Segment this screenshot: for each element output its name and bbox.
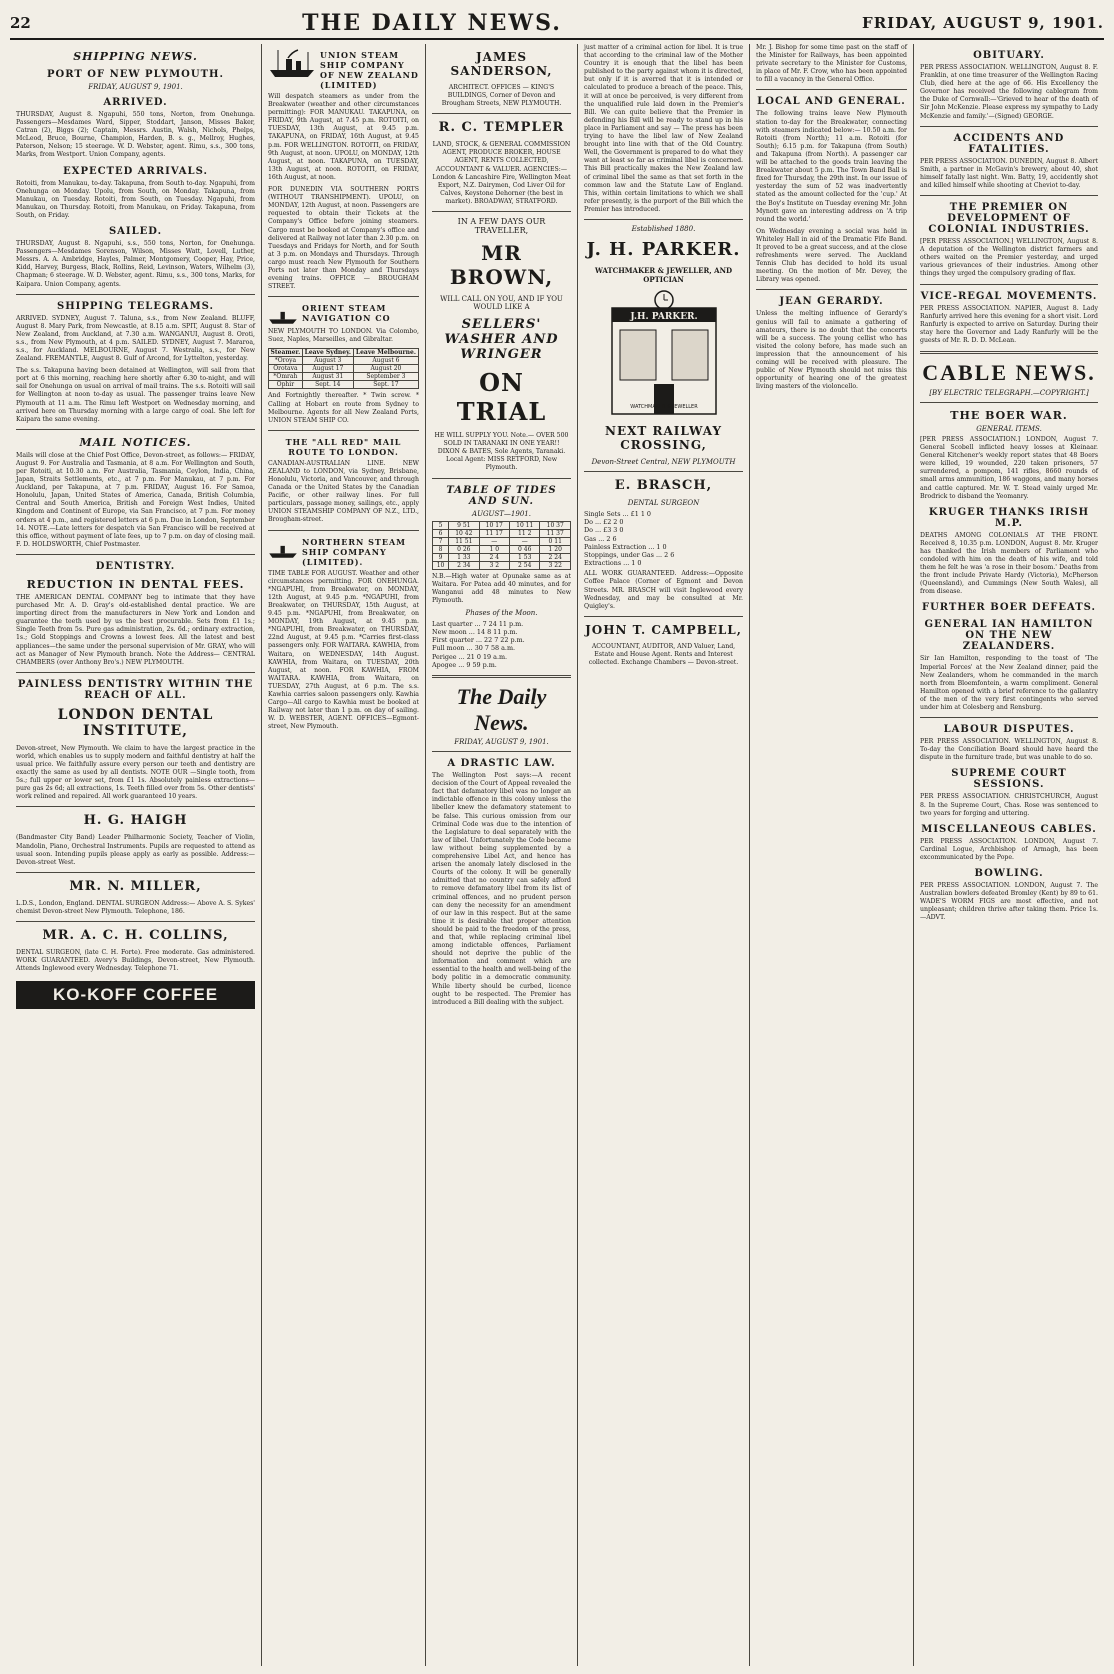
obituary-heading: OBITUARY. (973, 50, 1045, 61)
brasch-fee-row: Do ... £2 2 0 (584, 518, 624, 527)
brasch-text: DENTAL SURGEON (627, 498, 700, 507)
supreme-text: PER PRESS ASSOCIATION. CHRISTCHURCH, August 8. In the Supreme Court, Chas. Rose was sentenced to two years for forging and uttering. (920, 793, 1098, 817)
kruger-text: DEATHS AMONG COLONIALS AT THE FRONT. Received 8, 10.35 p.m. LONDON, August 8. Mr. Kruger has thanked the Irish members of Parliament who condoled with him on the death of his wife, and told them he felt he was 'a rose in their bosom.' Deaths from the front include Private Hardy (Victoria), McPherson (Queensland), and Cummings (New South Wales), all from disease. (920, 531, 1098, 596)
moon-phase-row: New moon ... 14 8 11 p.m. (432, 628, 518, 637)
tides-table-cell: 3 2 (479, 561, 509, 569)
port-heading: PORT OF NEW PLYMOUTH. (47, 69, 224, 80)
tides-table-cell: 10 (433, 561, 449, 569)
parker-name: J. H. PARKER. (586, 238, 741, 260)
issue-date: FRIDAY, AUGUST 9, 1901. (862, 14, 1104, 32)
parker-shopfront-illustration (604, 288, 724, 418)
moon-heading: Phases of the Moon. (465, 608, 538, 617)
tides-table (432, 521, 571, 570)
templer-text: LAND, STOCK, & GENERAL COMMISSION AGENT, PRODUCE BROKER, HOUSE AGENT, RENTS COLLECTED, ACCOUNTANT & VALUER. AGENCIES:— London & Lancashire Fire, Wellington Meat Export, N.Z. Dairymen, Cod Liver Oil for Calves, Keystone Dehorner (the best in market). BROADWAY, STRATFORD. (432, 141, 571, 205)
tides-table-row (433, 545, 571, 553)
arrived-heading: ARRIVED. (103, 97, 168, 108)
orient-table-cell: August 3 (302, 357, 353, 365)
column-cable-news (914, 44, 1104, 1666)
orient-table-cell: August 20 (353, 365, 418, 373)
tides-table-cell: 7 (433, 537, 449, 545)
reduction-text: THE AMERICAN DENTAL COMPANY beg to intimate that they have purchased Mr. A. D. Gray's old-established dental practice. We are importing direct from the manufacturers in New York and London and guarantee the teeth used by us the best procurable. Sets from £1 1s.; Single Teeth from 5s. Pure gas administration, 2s. 6d.; ordinary extraction, 1s.; Gold Stoppings and Crowns a lowest fees. All the latest and best appliances—the same under the personal supervision of Mr. GRAY, who will act as Manager of New Plymouth branch. Note the Address— CENTRAL CHAMBERS (over Anthony Bro's.) NEW PLYMOUTH. (16, 593, 255, 666)
tides-table-row (433, 521, 571, 529)
tides-table-cell: 10 42 (449, 529, 479, 537)
tides-table-cell: — (510, 537, 540, 545)
parker-established: Established 1880. (631, 224, 696, 233)
tides-table-cell: 2 54 (510, 561, 540, 569)
orient-table-row (269, 357, 419, 365)
misc-text: PER PRESS ASSOCIATION. LONDON, August 7. Cardinal Logue, Archbishop of Armagh, has been excommunicated by the Pope. (920, 837, 1098, 861)
orient-table-row (269, 349, 419, 357)
orient-table-cell: Orotava (269, 365, 303, 373)
tides-table-cell: 10 17 (479, 521, 509, 529)
painless-heading: PAINLESS DENTISTRY WITHIN THE REACH OF ALL. (17, 678, 254, 701)
masthead (10, 8, 1104, 40)
orient-table-cell: August 31 (302, 373, 353, 381)
brasch-fee-row: Stoppings, under Gas ... 2 6 (584, 550, 675, 559)
brasch-text-2: ALL WORK GUARANTEED. Address:—Opposite Coffee Palace (Corner of Egmont and Devon Streets. MR. BRASCH will visit Inglewood every Wednesday, and may be consulted at Mr. Quigley's. (584, 570, 743, 610)
tides-table-cell: 9 (433, 553, 449, 561)
london-dental-text: Devon-street, New Plymouth. We claim to have the largest practice in the world, which enables us to supply modern and faithful dentistry at half the usual price. We faithfully assure every person our teeth and dentistry are exactly the same as used by all dentists. NOTE OUR —Single tooth, from 5s.; full upper or lower set, from £1 1s. Absolutely painless extractions—pure gas 2s 6d; all extractions, 1s. Teeth filled over from 5s. Other dentists' work relined and repaired. All work guaranteed 10 years. (16, 744, 255, 801)
tides-table-cell: 0 26 (449, 545, 479, 553)
crossing-name: NEXT RAILWAY CROSSING, (604, 423, 723, 452)
london-dental-name: LONDON DENTAL INSTITUTE, (57, 706, 214, 739)
expected-heading: EXPECTED ARRIVALS. (63, 165, 208, 177)
collins-name: MR. A. C. H. COLLINS, (42, 928, 229, 943)
obituary-text: PER PRESS ASSOCIATION. WELLINGTON, August 8. F. Franklin, at one time treasurer of the Wellington Racing Club, died here at the age of 66. His Excellency the Governor has received the following cablegram from the Duke of Cornwall:—'Grieved to hear of the death of Sir John McKenzie. Please express my sympathy to Lady McKenzie and family.'—(Signed) GEORGE. (920, 64, 1098, 120)
tides-heading: TABLE OF TIDES AND SUN. (446, 484, 557, 507)
miller-name: MR. N. MILLER, (69, 878, 202, 894)
column-parker (578, 44, 750, 1666)
local-text: The following trains leave New Plymouth station to-day for the Breakwater, connecting with steamers indicated below:— 10.50 a.m. for Rotoiti (from North); 11 a.m. Rotoiti (for South); 6.15 p.m. for Takapuna (from South) and Takapuna (from North). A passenger car will be attached to the goods train leaving the Breakwater about 5 p.m. The Town Band Ball is fixed for Thursday, the 29th inst. In our issue of yesterday the sum of 52 was inadvertently stated as the amount collected for the 'cup.' At the Boy's Institute on Tuesday evening Mr. John Mynott gave an interesting address on 'A trip round the world.' (756, 110, 907, 223)
column-steamship (262, 44, 426, 1666)
reduction-heading: REDUCTION IN DENTAL FEES. (26, 577, 245, 591)
tides-table-cell: — (479, 537, 509, 545)
kokoff-coffee-logo: KO-KOFF COFFEE (16, 981, 255, 1009)
orient-table-cell: Leave Melbourne. (353, 349, 418, 357)
haigh-text: (Bandmaster City Band) Leader Philharmonic Society, Teacher of Violin, Mandolin, Piano, Orchestral Instruments. Pupils are requested to attend as usual soon. Intending pupils please apply as early as possible. Address:— Devon-street West. (16, 834, 255, 866)
expected-text: Rotoiti, from Manukau, to-day. Takapuna, from South to-day. Ngapuhi, from Onehunga on Monday. Upolu, from South, on Monday. Takapuna, from Manukau, on Tuesday. Rotoiti, from South, on Tuesday. Ngapuhi, from Manukau, on Thursday. Rotoiti, from Manukau, on Friday. Takapuna, from South, on Friday. (16, 179, 255, 219)
boer-heading: THE BOER WAR. (950, 408, 1068, 422)
viceregal-heading: VICE-REGAL MOVEMENTS. (920, 290, 1098, 302)
sailed-heading: SAILED. (108, 226, 163, 238)
usc-text: Will despatch steamers as under from the Breakwater (weather and other circumstances permitting): FOR MANUKAU. TAKAPUNA, on FRIDAY, 9th August, at 7.45 p.m. ROTOITI, on TUESDAY, 13th August, at 9.45 p.m. TAKAPUNA, on FRIDAY, 16th August, at 9.45 p.m. FOR WELLINGTON. ROTOITI, on FRIDAY, 9th August, at noon. UPOLU, on MONDAY, 12th August, at noon. TAKAPUNA, on TUESDAY, 13th August, at noon. ROTOITI, on FRIDAY, 16th August, at noon. (268, 93, 419, 181)
orient-table-cell: August 6 (353, 357, 418, 365)
accidents-heading: ACCIDENTS AND FATALITIES. (953, 132, 1065, 155)
further-heading: FURTHER BOER DEFEATS. (921, 602, 1097, 614)
drastic-continued-2: Mr. J. Bishop for some time past on the staff of the Minister for Railways, has been appointed private secretary to the Minister for Customs, in place of Mr. F. Crow, who has been appointed to fill a vacancy in the General Office. (756, 44, 907, 84)
orient-table-cell: Ophir (269, 381, 303, 389)
sanderson-name: JAMES SANDERSON, (450, 50, 553, 78)
northern-text: TIME TABLE FOR AUGUST. Weather and other circumstances permitting. FOR ONEHUNGA. *NGAPUHI, from Breakwater, on MONDAY, 12th August, at 9.45 p.m. *NGAPUHI, from Breakwater, on THURSDAY, 15th August, at 9.45 p.m. *NGAPUHI, from Breakwater, on MONDAY, 19th August, at 9.45 p.m. *NGAPUHI, from Breakwater, on THURSDAY, 22nd August, at 9.45 p.m. *Carries first-class passengers only. FOR WAITARA. KAWHIA, from Waitara, on WEDNESDAY, 14th August. KAWHIA, from Waitara, on TUESDAY, 20th August, at noon. FOR KAWHIA, FROM WAITARA. KAWHIA, from Waitara, on TUESDAY, 27th August, at 6 p.m. The s.s. Kawhia carries saloon passengers only. Kawhia Cargo—All cargo to Kawhia must be booked at Railway not later than 1 p.m. on day of sailing. W. D. WEBSTER, AGENT. OFFICES—Egmont-street, New Plymouth. (268, 569, 419, 731)
crossing-text: Devon-Street Central, NEW PLYMOUTH (591, 457, 736, 466)
columns (10, 44, 1104, 1666)
premier-text: [PER PRESS ASSOCIATION.] WELLINGTON, August 8. A deputation of the Wellington district farmers and others waited on the Premier yesterday, and urged various grievances of their industries. Among other things they urged the compulsory grading of flax. (920, 238, 1098, 278)
telegrams-text: ARRIVED. SYDNEY, August 7. Taluna, s.s., from New Zealand. BLUFF, August 8. Mary Park, from Newcastle, at 8.15 a.m. SPIT, August 8. Star of New Zealand, from Auckland, at 7.30 a.m. WANGANUI, August 8. Oroti, s.s., from New Plymouth, at 4 p.m. SAILED. SYDNEY, August 7. Mararoa, s.s., for Auckland. MELBOURNE, August 7. Westralia, s.s., for New Zealand. FREMANTLE, August 8. Gulf of Arcond, for Lyttelton, yesterday. (16, 314, 255, 363)
mail-heading: MAIL NOTICES. (79, 435, 192, 449)
cable-news-heading: CABLE NEWS. (922, 359, 1096, 385)
column-ads-editorial (426, 44, 578, 1666)
northern-ship-icon (268, 538, 298, 560)
paper-nameplate: The Daily News. (456, 684, 547, 736)
tides-table-cell: 0 11 (540, 537, 571, 545)
kruger-heading: KRUGER THANKS IRISH M.P. (928, 506, 1090, 529)
ontrial-text: HE WILL SUPPLY YOU. Note.— OVER 500 SOLD IN TARANAKI IN ONE YEAR!! DIXON & BATES, Sole Agents, Taranaki. Local Agent: MISS RETFORD, New Plymouth. (434, 432, 569, 472)
mrbrown-text: WILL CALL ON YOU, AND IF YOU WOULD LIKE A (440, 295, 563, 312)
labour-heading: LABOUR DISPUTES. (943, 724, 1075, 736)
column-local-news (750, 44, 914, 1666)
boer-sub: GENERAL ITEMS. (976, 424, 1042, 433)
tides-table-cell: 11 37 (540, 529, 571, 537)
orient-table-cell: Sept. 17 (353, 381, 418, 389)
viceregal-text: PER PRESS ASSOCIATION. NAPIER, August 8. Lady Ranfurly arrived here this evening for a short visit. Lord Ranfurly is expected to arrive on Saturday. During their stay here the Governor and Lady Ranfurly will be the guests of Mr. R. D. D. McLean. (920, 304, 1098, 344)
brasch-fee-row: Do ... £3 3 0 (584, 526, 624, 535)
labour-text: PER PRESS ASSOCIATION. WELLINGTON, August 8. To-day the Conciliation Board should have heard the dispute in the furniture trade, but was unable to do so. (920, 738, 1098, 762)
allred-text: CANADIAN-AUSTRALIAN LINE. NEW ZEALAND to LONDON, via Sydney, Brisbane, Honolulu, Victoria, and Vancouver, and through Canada or the United States by the Canadian Pacific, or other railway lines. For full particulars, passage money, sailings, etc., apply UNION STEAMSHIP COMPANY OF N.Z., LTD., Brougham-street. (268, 459, 419, 524)
sailed-text: THURSDAY, August 8. Ngapuhi, s.s., 550 tons, Norton, for Onehunga. Passengers—Mesdames Sorenson, Wilson, Misses Watt, Lovell, Luther, Messrs. A. A. Ambridge, Hayles, Palmer, Montgomery, Cooper, Hay, Price, Kidd, Harvey, Burgess, Black, Rollins, Reid, Levinson, Waters, Wilhelm (3), Chapman; 6 steerage. W. D. Webster, agent. Rimu, s.s., 300 tons, Marks, for Kaipara. Union Company, agents. (16, 240, 255, 288)
mail-text: Mails will close at the Chief Post Office, Devon-street, as follows:— FRIDAY, August 9. For Australia and Tasmania, at 8 a.m. For Wellington and South, per Rotoiti, at 10.30 a.m. For Australia, Tasmania, Ceylon, India, China, Japan, Straits Settlements, etc., at 7 p.m. For Manukau, at 7 p.m. For Auckland, per Takapuna, at 7 p.m. FRIDAY, August 16. For Samoa, Honolulu, Japan, United States of America, Canada, British Columbia, Central and South America, British and Foreign West Indies, United Kingdom and Continent of Europe, via San Francisco, at 7 p.m. For money orders at 4 p.m., and registered letters at 6 p.m. Due in London, September 14. NOTE.—Late letters for despatch via San Francisco will be received at this office, without payment of late fees, up to 7 p.m. on day of closing mail. F. D. HOLDSWORTH, Chief Postmaster. (16, 451, 255, 548)
tides-table-cell: 8 (433, 545, 449, 553)
orient-table-cell: *Omrah (269, 373, 303, 381)
campbell-text: ACCOUNTANT, AUDITOR, AND Valuer, Land, Estate and House Agent. Rents and Interest collected. Exchange Chambers — Devon-street. (588, 642, 739, 667)
bowling-text: PER PRESS ASSOCIATION. LONDON, August 7. The Australian bowlers defeated Bromley (Kent) by 89 to 61. WADE'S WORM FIGS are most effective, and not unpleasant; children thrive after taking them. Price 1s.—ADVT. (920, 881, 1098, 922)
hamilton-heading: GENERAL IAN HAMILTON ON THE NEW ZEALANDERS. (924, 619, 1094, 653)
local-text-2: On Wednesday evening a social was held in Whiteley Hall in aid of the Dramatic Fife Band. It proved to be a great success, and at the close refreshments were served. The Auckland Tennis Club has decided to hold its usual meeting. On the motion of Mr. Devey, the Library was opened. (756, 227, 907, 284)
premier-heading: THE PREMIER ON DEVELOPMENT OF COLONIAL INDUSTRIES. (928, 202, 1090, 236)
orient-ship-icon (268, 304, 298, 326)
orient-table-cell: Steamer. (269, 349, 303, 357)
tides-table-cell: 3 22 (540, 561, 571, 569)
tides-table-cell: 10 37 (540, 521, 571, 529)
tides-table-cell: 11 17 (479, 529, 509, 537)
drastic-heading: A DRASTIC LAW. (447, 758, 556, 770)
tides-table-cell: 5 (433, 521, 449, 529)
arrived-text: THURSDAY, August 8. Ngapuhi, 550 tons, Norton, from Onehunga. Passengers—Mesdames Ward, Sipper, Stoddart, Janson, Misses Baker, Catran (2), Biggs (2); Captain, Messrs. Austin, Walsh, Nichols, Phelps, McLeod, Bruce, Bourne, Champion, Harden, B. s. g., Mellroy, Hughes, Paterson, Nelson; 15 steerage. W. D. Webster, agent. Rimu, s.s., 300 tons, Marks, from Westport. Union Company, agents. (16, 111, 255, 159)
orient-table-row (269, 373, 419, 381)
tides-table-row (433, 537, 571, 545)
dentistry-heading: DENTISTRY. (95, 560, 176, 572)
tides-table-cell: 11 51 (449, 537, 479, 545)
orient-table-cell: Sept. 14 (302, 381, 353, 389)
misc-heading: MISCELLANEOUS CABLES. (921, 823, 1097, 835)
orient-table-cell: September 3 (353, 373, 418, 381)
templer-name: R. C. TEMPLER (438, 120, 565, 136)
orient-table-cell: Leave Sydney. (302, 349, 353, 357)
tides-table-cell: 1 33 (449, 553, 479, 561)
washer-name: SELLERS' WASHER AND WRINGER (444, 317, 559, 363)
moon-phase-row: Perigee ... 21 0 19 a.m. (432, 652, 508, 661)
moon-phase-row: Last quarter ... 7 24 11 p.m. (432, 619, 524, 628)
brasch-fee-row: Painless Extraction ... 1 0 (584, 542, 667, 551)
tides-table-cell: 9 51 (449, 521, 479, 529)
allred-name: THE "ALL RED" MAIL ROUTE TO LONDON. (285, 436, 402, 457)
orient-sailing-table (268, 348, 419, 389)
cable-news-sub: [BY ELECTRIC TELEGRAPH.—COPYRIGHT.] (929, 388, 1089, 397)
moon-phase-row: Apogee ... 9 59 p.m. (432, 660, 497, 669)
on-trial: ON TRIAL (456, 368, 547, 427)
miller-text: L.D.S., London, England. DENTAL SURGEON Address:— Above A. S. Sykes' chemist Devon-street New Plymouth. Telephone, 186. (16, 899, 255, 915)
brasch-fee-row: Single Sets ... £1 1 0 (584, 509, 651, 518)
page-number: 22 (10, 14, 31, 32)
orient-table-cell: August 17 (302, 365, 353, 373)
paper-date: FRIDAY, AUGUST 9, 1901. (454, 738, 549, 747)
tides-table-cell: 0 46 (510, 545, 540, 553)
campbell-name: JOHN T. CAMPBELL, (585, 622, 742, 637)
orient-table-cell: *Oroya (269, 357, 303, 365)
tides-table-cell: 1 20 (540, 545, 571, 553)
moon-phases (432, 620, 571, 669)
tides-table-row (433, 553, 571, 561)
orient-note: And Fortnightly thereafter. * Twin screw. * Calling at Hobart en route from Sydney to Melbourne. Agents for all New Zealand Ports, UNION STEAM SHIP CO. (268, 392, 419, 424)
shipping-heading: SHIPPING NEWS. (73, 50, 198, 63)
orient-text: NEW PLYMOUTH TO LONDON. Via Colombo, Suez, Naples, Marseilles, and Gibraltar. (268, 328, 419, 344)
brasch-fee-row: Gas ... 2 6 (584, 534, 617, 543)
supreme-heading: SUPREME COURT SESSIONS. (951, 768, 1067, 791)
sanderson-text: ARCHITECT. OFFICES — KING'S BUILDINGS, Corner of Devon and Brougham Streets, NEW PLYMOUTH. (441, 84, 562, 108)
column-shipping (10, 44, 262, 1666)
tides-table-cell: 1 0 (479, 545, 509, 553)
brasch-name: E. BRASCH, (614, 477, 713, 493)
drastic-continued: just matter of a criminal action for libel. It is true that according to the criminal law of the Mother Country it is enough that the libel has been published to the party against whom it is directed, but only if it is averred that it is intended or calculated to produce a breach of the peace. This, it will at once be perceived, is very different from the unqualified rule laid down in the Premier's Bill. We can quite believe that the Premier in defending his Bill will be ready to stand up in his place in Parliament and say — The press has been trying to have the libel law of New Zealand brought into line with that of the Old Country. Well, the Government is prepared to do what they want at least so far as criminal libel is concerned. This Bill practically makes the New Zealand law of criminal libel the same as that set forth in the common law and the Statute Law of England. This, within certain limitations to which we shall refer presently, is the purport of the Bill which the Premier has introduced. (584, 44, 743, 213)
collins-text: DENTAL SURGEON, (late C. H. Forte). Free moderate. Gas administered. WORK GUARANTEED. Avery's Buildings, Devon-street, New Plymouth. Attends Inglewood every Wednesday. Telephone 71. (16, 949, 255, 973)
tides-table-cell: 6 (433, 529, 449, 537)
moon-phase-row: Full moon ... 30 7 58 a.m. (432, 644, 516, 653)
tides-table-row (433, 529, 571, 537)
usc-name: UNION STEAM SHIP COMPANY OF NEW ZEALAND (LIMITED) (320, 50, 419, 90)
tides-table-cell: 2 34 (449, 561, 479, 569)
telegrams-text-2: The s.s. Takapuna having been detained at Wellington, will sail from that port at 6 this morning, reaching here shortly after 6.30 to-night, and will sail for Onehunga on usual on arrival of mail trains. The s.s. Rotoiti will sail for Wellington at noon to-day as usual. The passenger trains leave New Plymouth at 11 a.m. The Rimu left Westport on Wednesday morning, and arrived here on Thursday morning with a large cargo of coal. She left for Kaipara the same evening. (16, 367, 255, 423)
steamship-icon (268, 46, 316, 80)
brasch-fee-row: Extractions ... 1 0 (584, 559, 642, 568)
mrbrown-name: MR BROWN, (449, 241, 554, 290)
jean-heading: JEAN GERARDY. (779, 296, 884, 308)
tides-table-cell: 2 4 (479, 553, 509, 561)
haigh-name: H. G. HAIGH (83, 813, 188, 829)
tides-month: AUGUST—1901. (472, 509, 531, 518)
orient-name: ORIENT STEAM NAVIGATION CO (302, 303, 391, 324)
tides-table-cell: 10 11 (510, 521, 540, 529)
telegrams-heading: SHIPPING TELEGRAMS. (57, 300, 214, 312)
moon-phase-row: First quarter ... 22 7 22 p.m. (432, 636, 525, 645)
tides-table-row (433, 561, 571, 569)
drastic-text: The Wellington Post says:—A recent decision of the Court of Appeal revealed the fact that defamatory libel was no longer an indictable offence in this colony unless the libeller knew the defamatory statement to be false. This curious omission from our Criminal Code was due to the intention of the Legislature to deal separately with the law of libel. Unfortunately the Code became law without being supplemented by a comprehensive Libel Act, and hence has arisen the anomaly lately disclosed in the Courts of the colony. It will be generally admitted that no country can safely afford to remove defamatory libel from its list of criminal offences, and no prudent person can deny the necessity for an amendment of our law in this respect. But at the same time it is desirable that proper attention should be paid to the freedom of the press, and that, while replacing criminal libel among indictable offences, Parliament should not deprive the public of the information and comment which are essential to the health and well-being of the body politic in a democratic community. While liberty should be curbed, licence ought to be respected. The Premier has introduced a Bill dealing with the subject. (432, 772, 571, 1006)
orient-table-row (269, 381, 419, 389)
parker-sign-sub: WATCHMAKER & JEWELLER (629, 403, 698, 410)
mrbrown-lead: IN A FEW DAYS OUR TRAVELLER, (457, 217, 546, 236)
parker-sign-text: J.H. PARKER. (629, 311, 698, 322)
brasch-fee-list (584, 510, 743, 567)
newspaper-title: THE DAILY NEWS. (302, 10, 562, 36)
jean-text: Unless the melting influence of Gerardy's genius will fail to animate a gathering of amateurs, there is no doubt that the concerts will be a success. The young cellist who has visited the colony before, has made such an impression that the announcement of his coming will be received with pleasure. The public of New Plymouth should not miss this opportunity of hearing one of the greatest living masters of the violoncello. (756, 310, 907, 391)
orient-table-row (269, 365, 419, 373)
tides-table-cell: 11 2 (510, 529, 540, 537)
tides-table-cell: 2 24 (540, 553, 571, 561)
boer-text: [PER PRESS ASSOCIATION.] LONDON, August 7. General Scobell inflicted heavy losses at Kleinaar. General Kitchener's weekly report states that 48 Boers were killed, 19 wounded, 220 taken prisoners, 57 surrendered, a pompom, 141 rifles, 8660 rounds of small arms ammunition, 186 waggons, and many horses and cattle captured. Mr. W. T. Stead vainly urged Mr. Brodrick to disband the Yeomanry. (920, 435, 1098, 500)
local-heading: LOCAL AND GENERAL. (757, 96, 906, 108)
tides-note: N.B.—High water at Opunake same as at Waitara. For Patea add 40 minutes, and for Wanganui add 48 minutes to New Plymouth. (432, 572, 571, 604)
hamilton-text: Sir Ian Hamilton, responding to the toast of 'The Imperial Forces' at the New Zealand dinner, paid the New Zealanders, whom he commanded in the march north from Bloemfontein, a warm compliment. General Hamilton opened with a brief reference to the gallantry of the men of the very first contingents who served under him at Colesberg and Rensburg. (920, 655, 1098, 712)
port-date: FRIDAY, AUGUST 9, 1901. (88, 83, 183, 91)
northern-name: NORTHERN STEAM SHIP COMPANY (LIMITED). (302, 536, 407, 567)
bowling-heading: BOWLING. (974, 867, 1044, 879)
accidents-text: PER PRESS ASSOCIATION. DUNEDIN, August 8. Albert Smith, a partner in McGavin's brewery, about 40, shot himself fatally last night. Wm. Batty, 19, accidently shot and killed himself while shooting at Cheviot to-day. (920, 157, 1098, 189)
tides-table-cell: 1 53 (510, 553, 540, 561)
parker-text: WATCHMAKER & JEWELLER, AND OPTICIAN (594, 265, 733, 284)
usc-text-2: FOR DUNEDIN VIA SOUTHERN PORTS (WITHOUT TRANSHIPMENT). UPOLU, on MONDAY, 12th August, at noon. Passengers are requested to obtain their Tickets at the Company's Office before joining steamers. Cargo must be booked at Company's office and delivered at Railway not later than 2.30 p.m. on Tuesdays and Fridays for North, and for South at 3 p.m. on Mondays and Thursdays. Through cargo must reach New Plymouth for Southern Ports not later than Monday and Thursdays evening trains. OFFICE — BROUGHAM STREET. (268, 186, 419, 291)
